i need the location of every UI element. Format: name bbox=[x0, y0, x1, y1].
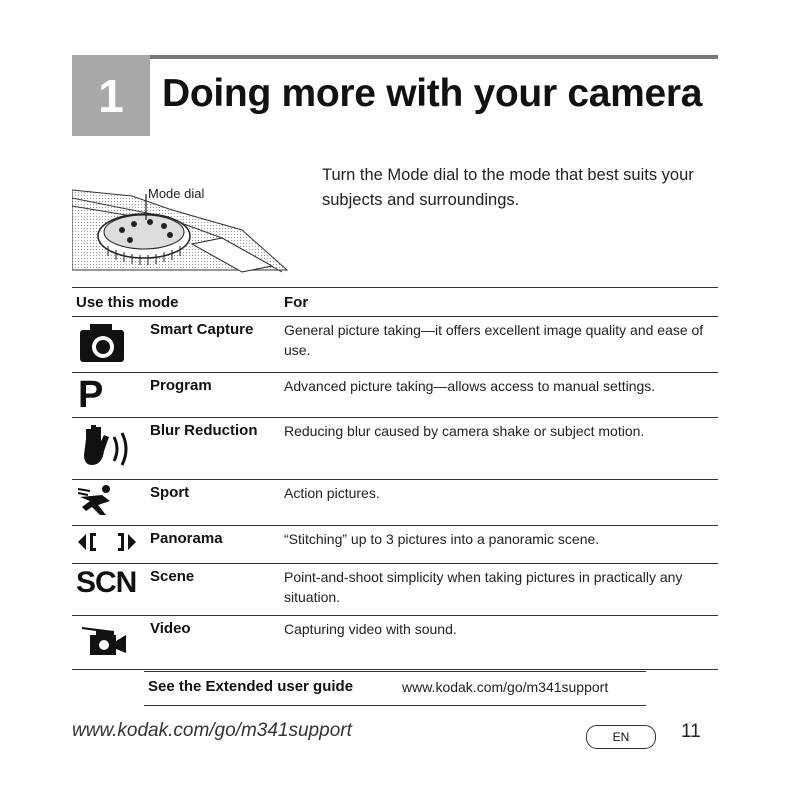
panorama-icon bbox=[76, 529, 138, 555]
table-row bbox=[72, 616, 718, 670]
mode-description: Point-and-shoot simplicity when taking pictures in practically any situation. bbox=[280, 564, 718, 616]
table-row bbox=[72, 317, 718, 373]
guide-url-link[interactable]: www.kodak.com/go/m341support bbox=[402, 679, 609, 695]
chapter-title: Doing more with your camera bbox=[162, 72, 703, 115]
video-icon bbox=[76, 619, 132, 659]
scene-icon: SCN bbox=[76, 566, 137, 599]
mode-table bbox=[72, 287, 718, 670]
page-number: 11 bbox=[681, 721, 701, 742]
footer-url-link[interactable]: www.kodak.com/go/m341support bbox=[72, 720, 352, 741]
chapter-number: 1 bbox=[72, 55, 150, 136]
mode-description: Reducing blur caused by camera shake or subject motion. bbox=[280, 418, 718, 480]
top-rule bbox=[72, 55, 718, 59]
intro-text: Turn the Mode dial to the mode that best suits your subjects and surroundings. bbox=[322, 166, 694, 209]
mode-name: Blur Reduction bbox=[146, 418, 280, 480]
mode-description: General picture taking—it offers excellent image quality and ease of use. bbox=[280, 317, 718, 373]
guide-rule-bottom bbox=[144, 705, 646, 706]
blur-reduction-icon bbox=[76, 421, 136, 471]
mode-name: Smart Capture bbox=[146, 317, 280, 373]
mode-description: “Stitching” up to 3 pictures into a panoramic scene. bbox=[280, 526, 718, 564]
mode-description: Action pictures. bbox=[280, 480, 718, 526]
sport-icon bbox=[76, 483, 126, 517]
mode-description: Capturing video with sound. bbox=[280, 616, 718, 670]
mode-name: Panorama bbox=[146, 526, 280, 564]
mode-description: Advanced picture taking—allows access to manual settings. bbox=[280, 373, 718, 418]
mode-name: Sport bbox=[146, 480, 280, 526]
header-for: For bbox=[280, 288, 718, 317]
mode-name: Scene bbox=[146, 564, 280, 616]
mode-name: Video bbox=[146, 616, 280, 670]
mode-name: Program bbox=[146, 373, 280, 418]
table-row bbox=[72, 373, 718, 418]
guide-rule-top bbox=[144, 671, 646, 672]
table-row bbox=[72, 480, 718, 526]
program-icon: P bbox=[78, 374, 104, 416]
mode-dial-label: Mode dial bbox=[148, 186, 205, 201]
table-row bbox=[72, 564, 718, 616]
language-badge: EN bbox=[586, 725, 656, 749]
header-mode: Use this mode bbox=[72, 288, 280, 317]
table-row bbox=[72, 526, 718, 564]
guide-label: See the Extended user guide bbox=[148, 678, 354, 695]
table-row bbox=[72, 418, 718, 480]
smart-capture-icon bbox=[76, 320, 130, 364]
